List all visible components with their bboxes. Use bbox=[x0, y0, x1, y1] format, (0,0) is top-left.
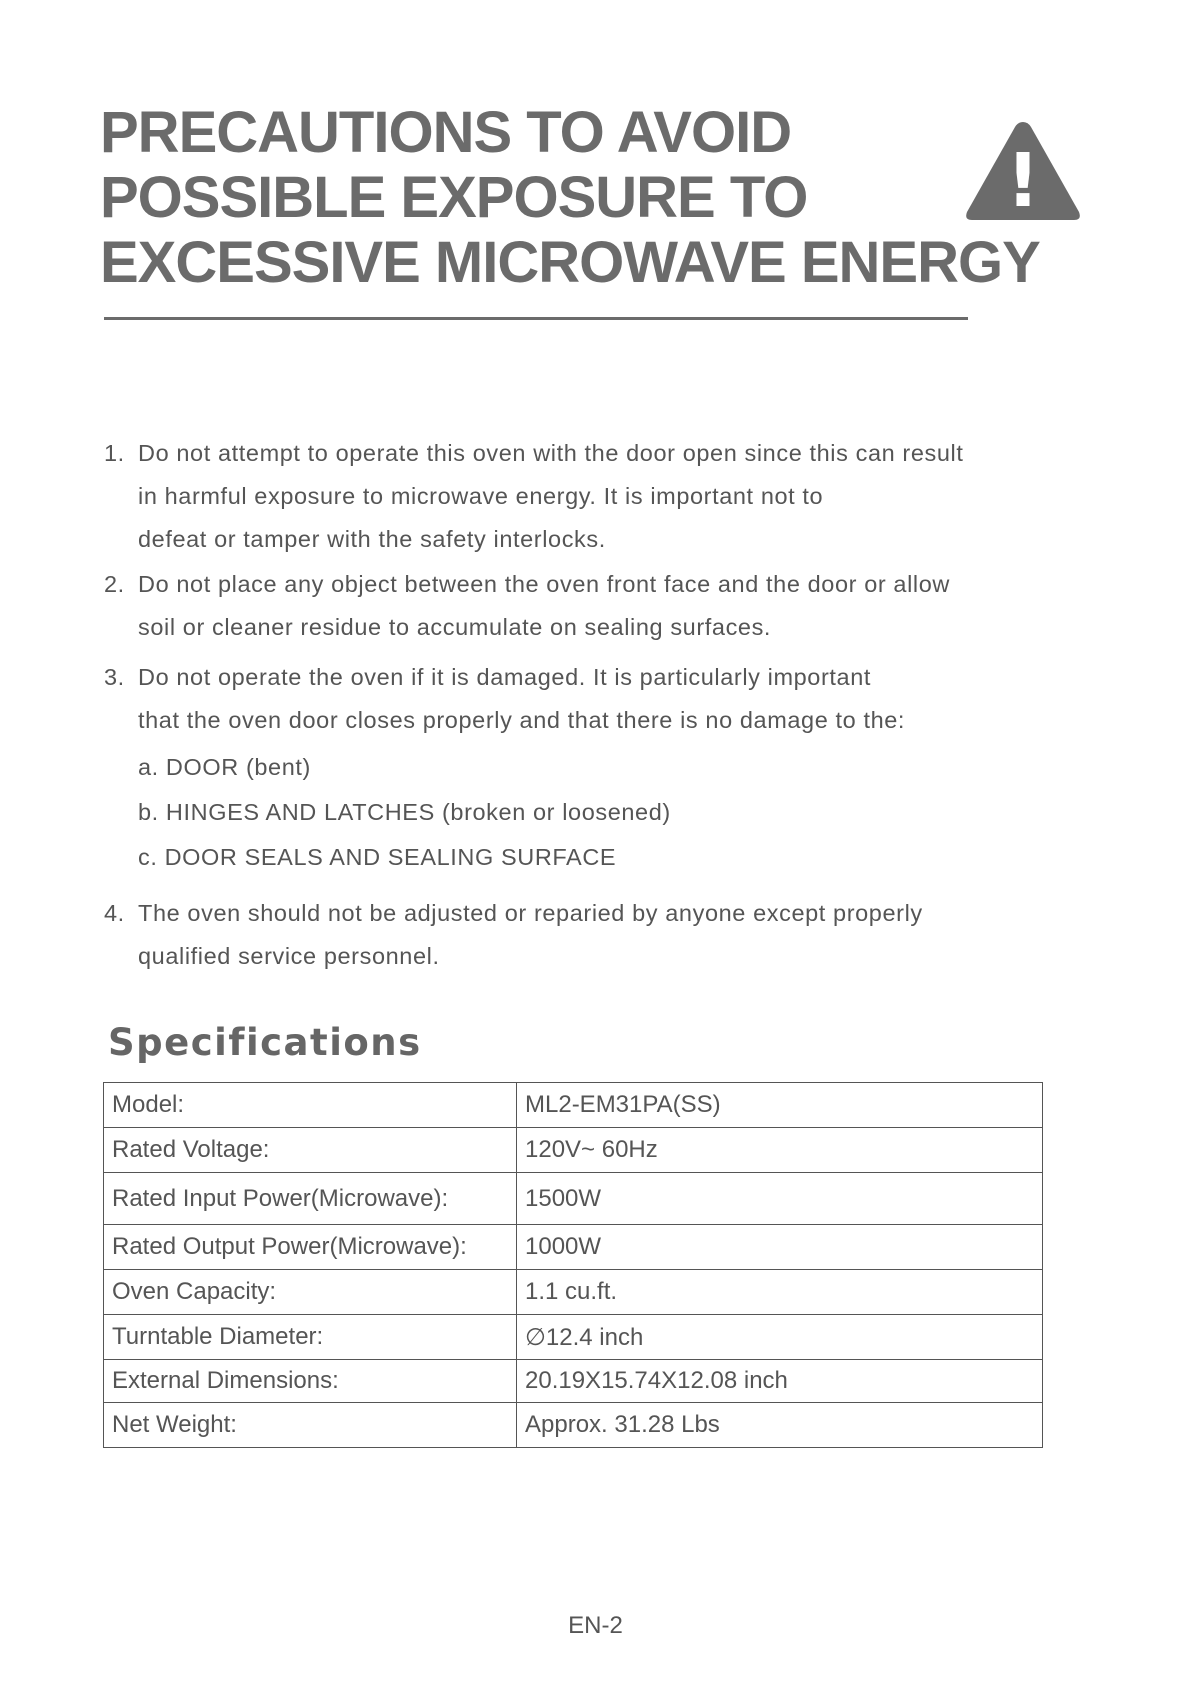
spec-value: ML2-EM31PA(SS) bbox=[517, 1083, 1043, 1128]
sub-item: c. DOOR SEALS AND SEALING SURFACE bbox=[138, 844, 617, 870]
table-row bbox=[104, 1315, 1043, 1360]
item-text: Do not place any object between the oven front face and the door or allow bbox=[138, 571, 950, 597]
page-title bbox=[100, 100, 1040, 295]
spec-label: External Dimensions: bbox=[104, 1360, 517, 1403]
spec-label: Rated Input Power(Microwave): bbox=[104, 1173, 517, 1225]
item-number: 4. bbox=[104, 900, 125, 926]
page-number: EN-2 bbox=[568, 1612, 623, 1639]
list-item bbox=[104, 432, 1064, 561]
table-row bbox=[104, 1403, 1043, 1448]
spec-value: 1.1 cu.ft. bbox=[517, 1270, 1043, 1315]
item-text: that the oven door closes properly and that there is no damage to the: bbox=[138, 707, 906, 733]
item-text: soil or cleaner residue to accumulate on sealing surfaces. bbox=[138, 614, 772, 640]
item-text: in harmful exposure to microwave energy. It is important not to bbox=[138, 483, 824, 509]
item-number: 3. bbox=[104, 664, 125, 690]
title-line: EXCESSIVE MICROWAVE ENERGY bbox=[100, 230, 1040, 295]
table-row bbox=[104, 1173, 1043, 1225]
table-row bbox=[104, 1083, 1043, 1128]
specifications-heading: Specifications bbox=[108, 1021, 422, 1064]
spec-label: Turntable Diameter: bbox=[104, 1315, 517, 1360]
item-text: defeat or tamper with the safety interlocks. bbox=[138, 526, 606, 552]
title-line: PRECAUTIONS TO AVOID bbox=[100, 100, 792, 165]
sub-item: a. DOOR (bent) bbox=[138, 754, 311, 780]
spec-value: ∅12.4 inch bbox=[517, 1315, 1043, 1360]
item-number: 1. bbox=[104, 440, 125, 466]
spec-label: Rated Voltage: bbox=[104, 1128, 517, 1173]
list-item bbox=[104, 656, 1064, 880]
item-text: Do not operate the oven if it is damaged. It is particularly important bbox=[138, 664, 871, 690]
item-text: Do not attempt to operate this oven with the door open since this can result bbox=[138, 440, 964, 466]
table-row bbox=[104, 1128, 1043, 1173]
title-divider bbox=[104, 317, 968, 320]
spec-value: Approx. 31.28 Lbs bbox=[517, 1403, 1043, 1448]
spec-label: Model: bbox=[104, 1083, 517, 1128]
list-item bbox=[104, 892, 1064, 978]
spec-value: 120V~ 60Hz bbox=[517, 1128, 1043, 1173]
sub-item: b. HINGES AND LATCHES (broken or loosened) bbox=[138, 799, 671, 825]
warning-triangle-icon bbox=[962, 116, 1084, 226]
spec-label: Rated Output Power(Microwave): bbox=[104, 1225, 517, 1270]
table-row bbox=[104, 1360, 1043, 1403]
spec-value: 1500W bbox=[517, 1173, 1043, 1225]
specifications-table bbox=[103, 1082, 1043, 1448]
precautions-list bbox=[104, 432, 1064, 978]
title-line: POSSIBLE EXPOSURE TO bbox=[100, 165, 808, 230]
item-number: 2. bbox=[104, 571, 125, 597]
table-row bbox=[104, 1270, 1043, 1315]
spec-label: Net Weight: bbox=[104, 1403, 517, 1448]
spec-value: 1000W bbox=[517, 1225, 1043, 1270]
spec-label: Oven Capacity: bbox=[104, 1270, 517, 1315]
item-text: qualified service personnel. bbox=[138, 943, 440, 969]
warning-exclamation: ! bbox=[1006, 138, 1040, 224]
list-item bbox=[104, 563, 1064, 649]
table-row bbox=[104, 1225, 1043, 1270]
item-text: The oven should not be adjusted or reparied by anyone except properly bbox=[138, 900, 923, 926]
spec-value: 20.19X15.74X12.08 inch bbox=[517, 1360, 1043, 1403]
